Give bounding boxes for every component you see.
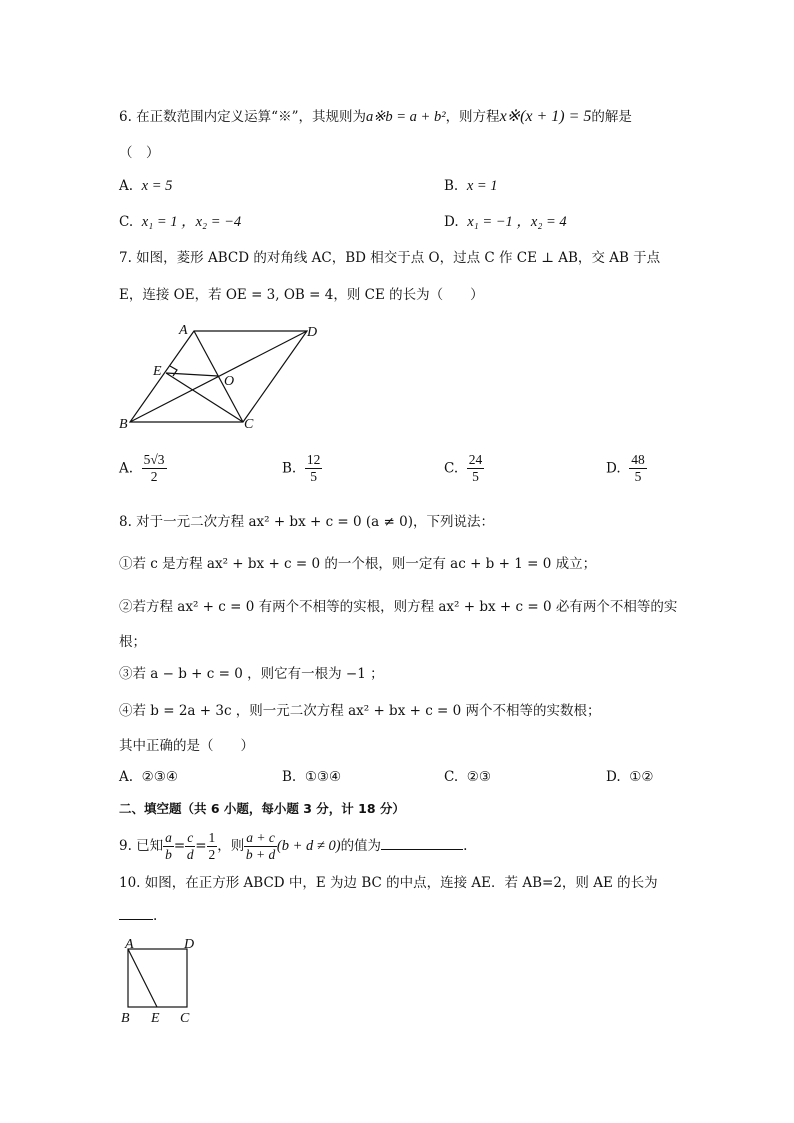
denominator: b — [165, 847, 172, 862]
option-text: ②③ — [466, 769, 491, 785]
denominator: b + d — [245, 847, 276, 862]
q6-stem-text-3: 的解是 — [591, 109, 632, 125]
label-b: B — [119, 417, 128, 432]
numerator: 24 — [468, 452, 483, 467]
q6-option-d — [444, 213, 567, 231]
q9-line — [119, 829, 467, 863]
denominator: 5 — [310, 469, 317, 484]
q8-option-d — [606, 768, 653, 786]
denominator: 5 — [634, 469, 642, 484]
numerator: c — [187, 830, 194, 845]
option-fraction — [467, 452, 485, 485]
option-label: A. — [119, 178, 134, 194]
square-outline — [128, 949, 187, 1007]
q6-option-b — [444, 177, 498, 195]
label-b: B — [121, 1011, 130, 1026]
answer-blank[interactable] — [381, 837, 463, 850]
label-c: C — [244, 417, 254, 432]
numerator: 48 — [631, 452, 645, 467]
fraction-one-half — [207, 830, 218, 863]
q6-stem-text: 6. 在正数范围内定义运算“※”，其规则为 — [119, 109, 366, 125]
denominator: d — [186, 847, 194, 862]
fraction-c-over-d — [185, 830, 195, 863]
option-text: x = 1 — [466, 178, 498, 194]
option-label: B. — [444, 178, 459, 194]
q10-line1: 10. 如图，在正方形 ABCD 中，E 为边 BC 的中点，连接 AE．若 AB=2，则 AE 的长为 — [119, 875, 658, 891]
label-c: C — [180, 1011, 190, 1026]
denominator: 2 — [150, 469, 158, 484]
q8-option-b — [282, 768, 341, 786]
section-title: 二、填空题（共 6 小题，每小题 3 分，计 18 分） — [119, 801, 405, 816]
q6-option-a — [119, 177, 172, 195]
option-text: ②③④ — [141, 769, 178, 785]
option-text: x₁ = 1 ，x₂ = −4 — [141, 214, 242, 230]
option-label: C. — [444, 460, 459, 477]
option-text: x = 5 — [141, 178, 173, 194]
q7-option-a — [119, 452, 167, 485]
option-text: ①③④ — [304, 769, 342, 785]
q8-option-c — [444, 768, 491, 786]
label-d: D — [307, 325, 318, 340]
q9-condition: (b + d ≠ 0) — [276, 838, 341, 854]
equals-sign: = — [173, 838, 186, 854]
q8-option-a — [119, 768, 178, 786]
q10-square-figure — [118, 935, 208, 1027]
numerator: 12 — [306, 452, 321, 467]
option-label: C. — [444, 769, 459, 785]
q8-statement-2b: 根； — [119, 634, 146, 650]
fraction-a-over-b — [163, 830, 174, 863]
option-label: A. — [119, 460, 134, 477]
q6-stem — [119, 108, 632, 126]
q6-equation: x※(x + 1) = 5 — [499, 108, 592, 125]
option-label: D. — [606, 460, 621, 477]
q8-statement-2a: ②若方程 ax² + c = 0 有两个不相等的实根，则方程 ax² + bx + c = 0 必有两个不相等的实 — [119, 599, 678, 615]
period: . — [153, 908, 158, 924]
equals-sign: = — [195, 838, 207, 854]
q7-line1: 7. 如图，菱形 ABCD 的对角线 AC，BD 相交于点 O，过点 C 作 CE ⊥ AB，交 AB 于点 — [119, 250, 661, 266]
q6-option-c — [119, 213, 241, 231]
option-fraction — [305, 452, 323, 485]
denominator: 2 — [208, 847, 216, 862]
q9-prefix: 9. 已知 — [119, 838, 164, 854]
option-fraction — [142, 452, 167, 485]
q6-rule: a※b = a + b² — [365, 109, 446, 125]
numerator: 1 — [208, 830, 216, 845]
label-a: A — [179, 323, 188, 338]
option-label: D. — [606, 769, 621, 785]
q7-option-d — [606, 452, 647, 485]
segment-ae — [128, 949, 157, 1007]
q8-statement-1: ①若 c 是方程 ax² + bx + c = 0 的一个根，则一定有 ac + b + 1 = 0 成立； — [119, 556, 597, 572]
option-label: B. — [282, 769, 297, 785]
label-d: D — [184, 937, 195, 952]
q7-line2: E，连接 OE，若 OE = 3, OB = 4，则 CE 的长为（ ） — [119, 287, 484, 303]
label-a: A — [125, 937, 134, 952]
q6-paren: （ ） — [119, 145, 160, 161]
q10-line2 — [119, 907, 157, 925]
label-e: E — [153, 364, 162, 379]
period: . — [463, 838, 468, 854]
answer-blank[interactable] — [119, 907, 153, 920]
label-e: E — [151, 1011, 160, 1026]
right-angle-mark — [170, 366, 177, 376]
q9-suffix: 的值为 — [340, 838, 382, 854]
numerator: a — [165, 830, 172, 845]
option-text: x₁ = −1 ，x₂ = 4 — [467, 214, 567, 230]
option-text: ①② — [629, 769, 654, 785]
denominator: 5 — [472, 469, 479, 484]
q7-option-c — [444, 452, 484, 485]
option-fraction — [629, 452, 647, 485]
option-label: D. — [444, 214, 459, 230]
q8-statement-3: ③若 a − b + c = 0 ，则它有一根为 −1 ； — [119, 666, 384, 682]
q9-then: ，则 — [217, 838, 245, 854]
option-label: A. — [119, 769, 134, 785]
option-label: B. — [282, 460, 297, 477]
q7-option-b — [282, 452, 322, 485]
label-o: O — [224, 374, 235, 389]
q8-question: 其中正确的是（ ） — [119, 738, 254, 754]
option-label: C. — [119, 214, 134, 230]
q8-stem: 8. 对于一元二次方程 ax² + bx + c = 0 (a ≠ 0)，下列说法： — [119, 514, 494, 530]
q8-statement-4: ④若 b = 2a + 3c ，则一元二次方程 ax² + bx + c = 0 两个不相等的实数根； — [119, 703, 601, 719]
numerator: a + c — [246, 830, 275, 845]
q7-rhombus-figure — [115, 318, 325, 438]
numerator: 5√3 — [143, 452, 165, 467]
q6-stem-text-2: ，则方程 — [445, 109, 500, 125]
fraction-sum — [244, 830, 277, 863]
